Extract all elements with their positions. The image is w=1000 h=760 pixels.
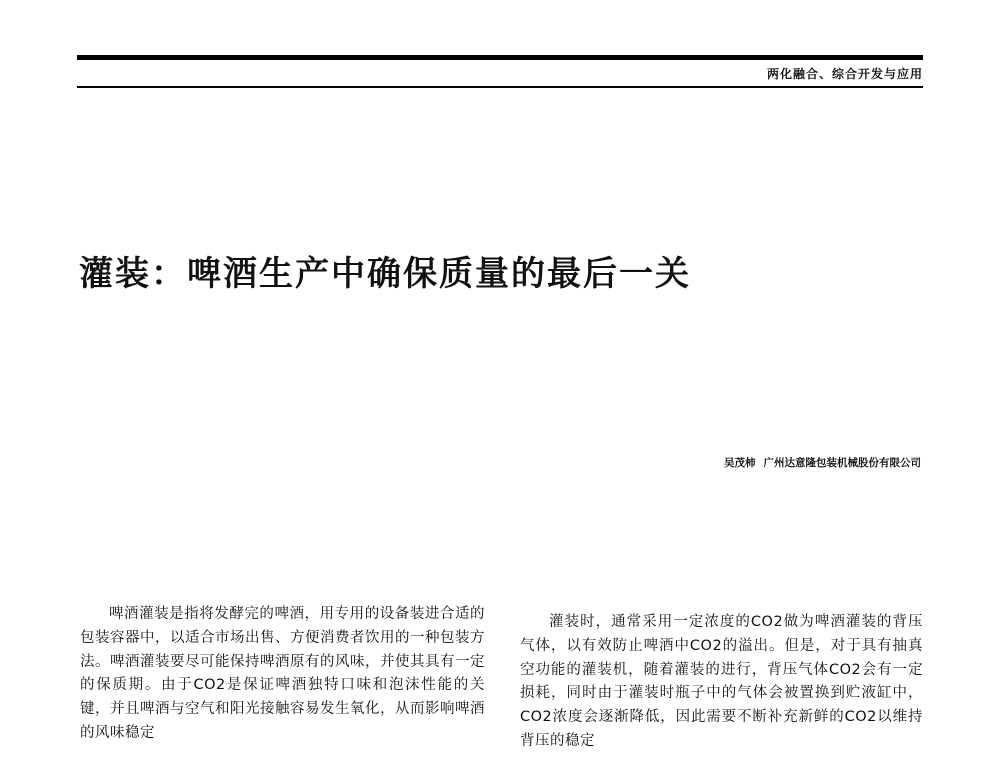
- section-label: 两化融合、综合开发与应用: [766, 67, 923, 81]
- header-rule-bottom: [77, 86, 923, 88]
- header-rule-top: [77, 55, 923, 60]
- byline: [724, 455, 921, 470]
- paragraph-right: 灌装时，通常采用一定浓度的CO2做为啤酒灌装的背压气体，以有效防止啤酒中CO2的溢出。但是，对于具有抽真空功能的灌装机，随着灌装的进行，背压气体CO2会有一定损耗，同时由于灌装时瓶子中的气体会被置换到贮液缸中，CO2浓度会逐渐降低，因此需要不断补充新鲜的CO2以维持背压的稳定: [520, 614, 923, 749]
- article-title: 灌装：啤酒生产中确保质量的最后一关: [79, 254, 691, 294]
- author-name: 吴茂柿: [724, 457, 756, 469]
- body-column-left: [80, 603, 485, 760]
- author-affiliation: 广州达意隆包装机械股份有限公司: [763, 457, 921, 469]
- paragraph-left: 啤酒灌装是指将发酵完的啤酒，用专用的设备装进合适的包装容器中，以适合市场出售、方便消费者饮用的一种包装方法。啤酒灌装要尽可能保持啤酒原有的风味，并使其具有一定的保质期。由于CO2是保证啤酒独特口味和泡沫性能的关键，并且啤酒与空气和阳光接触容易发生氧化，从而影响啤酒的风味稳定: [80, 606, 485, 741]
- body-column-right: [520, 611, 923, 760]
